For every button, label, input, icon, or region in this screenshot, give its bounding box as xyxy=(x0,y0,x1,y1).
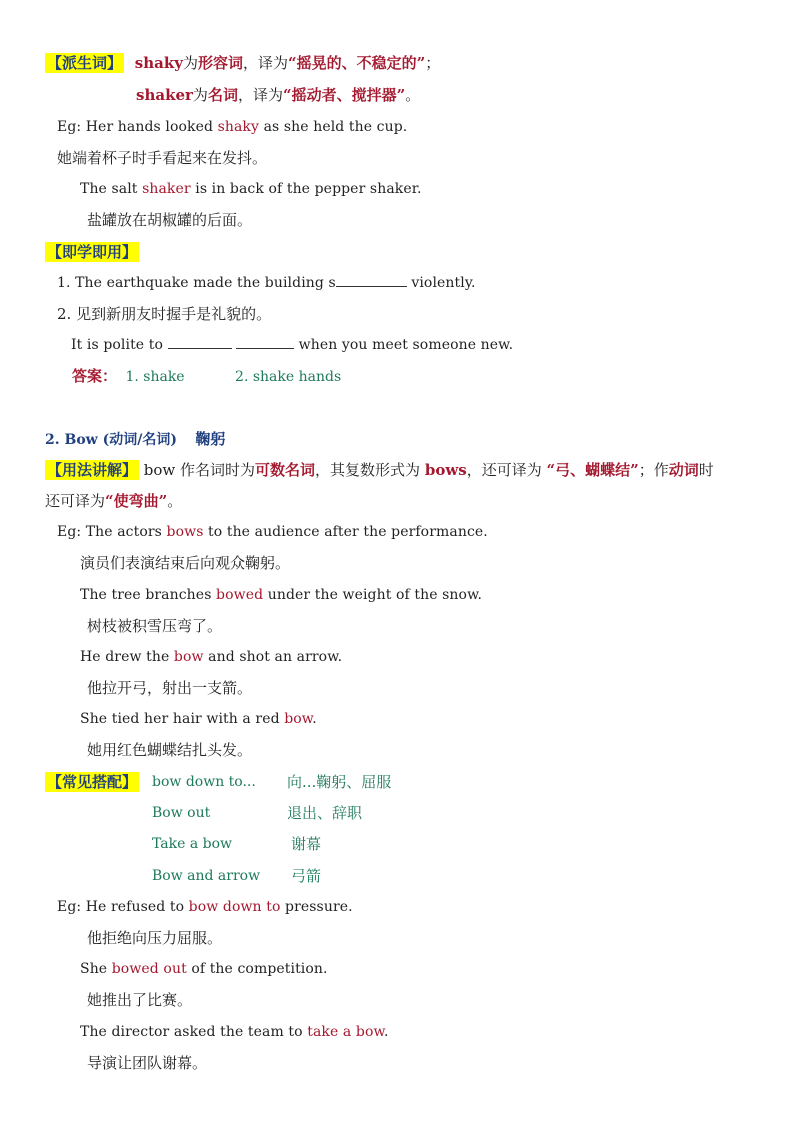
usage-text: ；作 xyxy=(638,461,669,479)
usage-line-1 xyxy=(45,460,714,480)
answer-2: 2. shake hands xyxy=(235,369,342,385)
example-text: Eg: The actors xyxy=(57,524,167,540)
collocation-en: Bow and arrow xyxy=(152,868,261,884)
example-text: is in back of the pepper shaker. xyxy=(190,181,422,197)
example-sentence xyxy=(80,1022,389,1042)
collocation-zh: 弓箭 xyxy=(291,867,322,885)
practice-question-2-english xyxy=(71,335,513,355)
derived-pos: 形容词 xyxy=(198,54,244,72)
example-keyword: bow xyxy=(173,649,204,665)
example-keyword: bow down to xyxy=(188,899,281,915)
usage-highlight: 可数名词 xyxy=(255,461,316,479)
example-translation: 她推出了比赛。 xyxy=(87,991,193,1009)
example-keyword: take a bow xyxy=(307,1024,384,1040)
derived-text: ，译为 xyxy=(237,86,283,104)
example-text: The tree branches xyxy=(80,587,217,603)
example-text: She tied her hair with a red xyxy=(80,711,285,727)
example-translation: 树枝被积雪压弯了。 xyxy=(87,617,223,635)
usage-text: 时 xyxy=(698,461,714,479)
usage-text: ，还可译为 xyxy=(466,461,547,479)
example-text: Eg: Her hands looked xyxy=(57,119,218,135)
example-keyword: bowed xyxy=(216,587,264,603)
derived-line-1 xyxy=(45,53,440,73)
example-text: He drew the xyxy=(80,649,174,665)
collocation-row xyxy=(45,772,139,792)
practice-heading xyxy=(45,242,139,262)
derived-text: ，译为 xyxy=(243,54,289,72)
collocation-zh: 退出、辞职 xyxy=(287,804,363,822)
section-heading-bow xyxy=(45,429,225,450)
example-text: . xyxy=(383,1024,389,1040)
question-text: 1. The earthquake made the building s xyxy=(57,275,336,291)
example-text: and shot an arrow. xyxy=(203,649,343,665)
example-sentence xyxy=(57,897,353,917)
usage-line-2 xyxy=(45,491,182,511)
practice-tag: 【即学即用】 xyxy=(47,243,138,261)
derived-text: 。 xyxy=(405,86,421,104)
usage-highlight: bows xyxy=(424,461,467,479)
example-text: The salt xyxy=(80,181,143,197)
example-text: of the competition. xyxy=(186,961,328,977)
example-sentence xyxy=(80,709,317,729)
example-keyword: bow xyxy=(284,711,313,727)
collocation-en: Take a bow xyxy=(152,836,232,852)
question-text: It is polite to xyxy=(71,337,168,353)
example-text: to the audience after the performance. xyxy=(203,524,488,540)
example-keyword: bowed out xyxy=(111,961,187,977)
usage-text: bow 作名词时为 xyxy=(139,461,256,479)
example-keyword: shaky xyxy=(217,119,260,135)
collocation-tag: 【常见搭配】 xyxy=(47,773,138,791)
collocation-zh: 谢幕 xyxy=(291,835,322,853)
example-text: The director asked the team to xyxy=(80,1024,308,1040)
answer-line xyxy=(72,366,341,387)
example-translation: 他拒绝向压力屈服。 xyxy=(87,929,223,947)
derived-text: ； xyxy=(425,54,441,72)
derived-word-shaker: shaker xyxy=(136,86,193,104)
example-text: . xyxy=(312,711,317,727)
section-title-zh: 鞠躬 xyxy=(195,430,226,448)
derived-text: 为 xyxy=(182,54,198,72)
example-translation: 她用红色蝴蝶结扎头发。 xyxy=(87,741,253,759)
collocation-en: Bow out xyxy=(152,805,211,821)
collocation-en: bow down to... xyxy=(152,774,256,790)
derived-meaning: “摇动者、搅拌器” xyxy=(282,86,406,104)
example-keyword: bows xyxy=(166,524,204,540)
derived-text: 为 xyxy=(192,86,208,104)
usage-text: 。 xyxy=(167,492,183,510)
usage-tag: 【用法讲解】 xyxy=(47,461,138,479)
example-translation: 她端着杯子时手看起来在发抖。 xyxy=(57,149,268,167)
example-sentence xyxy=(80,959,328,979)
example-sentence xyxy=(57,522,488,542)
practice-question-2: 2. 见到新朋友时握手是礼貌的。 xyxy=(57,305,272,323)
usage-text: 还可译为 xyxy=(45,492,106,510)
example-sentence xyxy=(80,647,342,667)
answer-blank[interactable] xyxy=(168,336,232,349)
example-text: pressure. xyxy=(280,899,353,915)
example-keyword: shaker xyxy=(142,181,191,197)
practice-question-1 xyxy=(57,273,476,293)
answer-label: 答案： xyxy=(72,367,118,385)
derived-line-2 xyxy=(136,85,420,105)
collocation-zh: 向...鞠躬、屈服 xyxy=(287,773,392,791)
usage-highlight: 动词 xyxy=(668,461,699,479)
answer-blank[interactable] xyxy=(336,274,407,287)
question-text: violently. xyxy=(406,275,476,291)
example-sentence xyxy=(80,585,482,605)
example-sentence xyxy=(57,117,407,137)
usage-highlight: “使弯曲” xyxy=(105,492,168,510)
example-text: under the weight of the snow. xyxy=(263,587,483,603)
example-translation: 盐罐放在胡椒罐的后面。 xyxy=(87,211,253,229)
example-text: as she held the cup. xyxy=(259,119,408,135)
derived-tag: 【派生词】 xyxy=(47,54,123,72)
example-translation: 导演让团队谢幕。 xyxy=(87,1054,208,1072)
derived-pos: 名词 xyxy=(207,86,238,104)
derived-word-shaky: shaky xyxy=(134,54,183,72)
derived-meaning: “摇晃的、不稳定的” xyxy=(288,54,426,72)
usage-text: ，其复数形式为 xyxy=(315,461,425,479)
example-translation: 他拉开弓，射出一支箭。 xyxy=(87,679,253,697)
usage-highlight: “弓、蝴蝶结” xyxy=(546,461,639,479)
example-text: Eg: He refused to xyxy=(57,899,189,915)
answer-blank[interactable] xyxy=(236,336,294,349)
example-text: She xyxy=(80,961,112,977)
example-translation: 演员们表演结束后向观众鞠躬。 xyxy=(80,554,291,572)
answer-1: 1. shake xyxy=(125,369,185,385)
section-title: 2. Bow (动词/名词) xyxy=(45,432,177,448)
example-sentence xyxy=(80,179,422,199)
question-text: when you meet someone new. xyxy=(294,337,514,353)
